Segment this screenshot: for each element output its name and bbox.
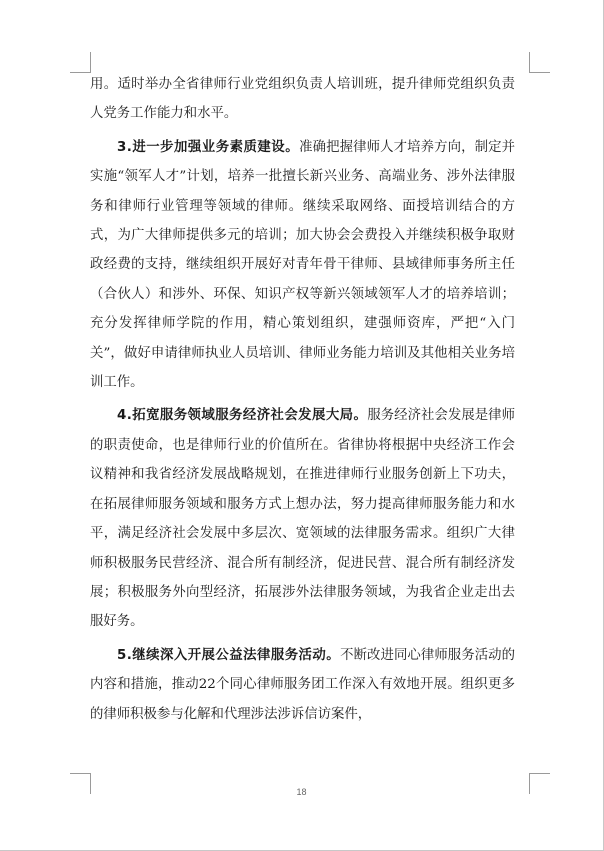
item-4-heading: 4.拓宽服务领域服务经济社会发展大局。 (117, 408, 368, 424)
paragraph-item-4 (90, 401, 515, 636)
body-text (90, 70, 515, 733)
item-5-body: 不断改进同心律师服务活动的内容和措施，推动22个同心律师服务团工作深入有效地开展。组织更多的律师积极参与化解和代理涉法涉诉信访案件， (90, 647, 515, 722)
item-4-body: 服务经济社会发展是律师的职责使命，也是律师行业的价值所在。省律协将根据中央经济工作会议精神和我省经济发展战略规划，在推进律师行业服务创新上下功夫，在拓展律师服务领域和服务方式上想办法，努力提高律师服务能力和水平，满足经济社会发展中多层次、宽领域的法律服务需求。组织广大律师积极服务民营经济、混合所有制经济，促进民营、混合所有制经济发展；积极服务外向型经济，拓展涉外法律服务领域，为我省企业走出去服好务。 (90, 408, 515, 630)
crop-mark-top-right (529, 52, 550, 73)
item-5-heading: 5.继续深入开展公益法律服务活动。 (117, 647, 341, 663)
paragraph-item-5 (90, 641, 515, 729)
item-3-heading: 3.进一步加强业务素质建设。 (117, 139, 300, 155)
item-3-body: 准确把握律师人才培养方向，制定并实施“领军人才”计划，培养一批擅长新兴业务、高端业务、涉外法律服务和律师行业管理等领域的律师。继续采取网络、面授培训结合的方式，为广大律师提供多元的培训；加大协会会费投入并继续积极争取财政经费的支持，继续组织开展好对青年骨干律师、县域律师事务所主任（合伙人）和涉外、环保、知识产权等新兴领域领军人才的培养培训；充分发挥律师学院的作用，精心策划组织，建强师资库，严把“入门关”，做好申请律师执业人员培训、律师业务能力培训及其他相关业务培训工作。 (90, 139, 515, 391)
paragraph-item-3 (90, 133, 515, 398)
paragraph-1: 用。适时举办全省律师行业党组织负责人培训班，提升律师党组织负责人党务工作能力和水平。 (90, 77, 515, 122)
crop-mark-top-left (70, 52, 91, 73)
page-number: 18 (296, 787, 307, 797)
